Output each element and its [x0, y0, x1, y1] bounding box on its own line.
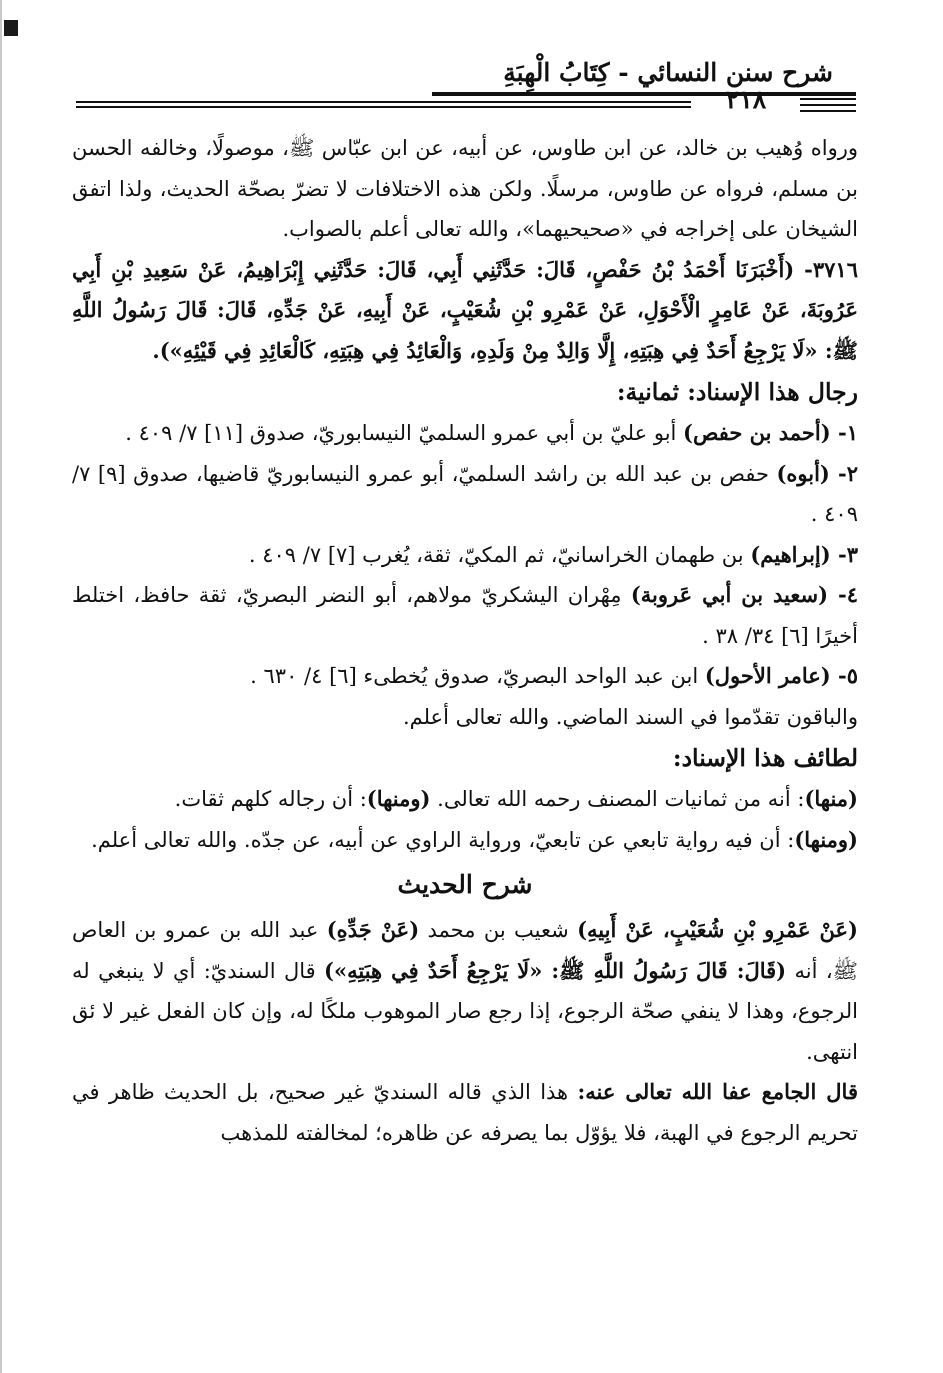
header-rule — [432, 92, 856, 96]
lataif-label: (منها) — [804, 786, 858, 811]
lataif-heading: لطائف هذا الإسناد: — [672, 744, 858, 772]
narrator-details: أبو عليّ بن أبي عمرو السلميّ النيسابوريّ، صدوق [١١] ٧/ ٤٠٩ . — [125, 421, 684, 445]
page-number: ٢١٨ — [725, 85, 767, 114]
narrator-item — [72, 656, 858, 697]
author-remark-label: قال الجامع عفا الله تعالى عنه: — [577, 1079, 858, 1104]
narrator-details: حفص بن عبد الله بن راشد السلميّ، أبو عمرو النيسابوريّ قاضيها، صدوق [٩] ٧/ ٤٠٩ . — [72, 461, 858, 526]
quoted-hadith-fragment: (قَالَ: قَالَ رَسُولُ اللَّهِ ﷺ: «لَا يَرْجِعُ أَحَدٌ فِي هِبَتِهِ») — [324, 957, 787, 983]
narrator-name: ٥- (عامر الأحول) — [704, 663, 858, 688]
scan-corner-mark — [4, 20, 18, 36]
lataif-text: : أن رجاله كلهم ثقات. — [174, 787, 367, 811]
header-rule-right — [800, 98, 856, 100]
sharh-heading: شرح الحديث — [397, 870, 533, 899]
intro-paragraph: ورواه وُهيب بن خالد، عن ابن طاوس، عن أبيه، عن ابن عبّاس ﷺ، موصولًا، وخالفه الحسن بن مسلم، فرواه عن طاوس، مرسلًا. ولكن هذه الاختلافات لا تضرّ بصحّة الحديث، ولذا اتفق الشيخان على إخراجه في «صحيحيهما»، والله تعالى أعلم بالصواب. — [72, 136, 858, 241]
header-rule-left — [76, 101, 691, 103]
commentary-text: عبد الله بن عمرو بن العاص ﷺ، أنه — [72, 918, 858, 983]
lataif-label: (ومنها) — [794, 826, 858, 852]
lataif-label: (ومنها) — [366, 786, 431, 811]
lataif-text: : أنه من ثمانيات المصنف رحمه الله تعالى. — [430, 787, 805, 811]
lataif-line-2 — [72, 820, 858, 861]
running-title: شرح سنن النسائي - كِتَابُ الْهِبَةِ — [503, 58, 833, 87]
quoted-hadith-fragment: (عَنْ عَمْرِو بْنِ شُعَيْبٍ، عَنْ أَبِيهِ) — [577, 917, 858, 942]
narrator-item — [72, 575, 858, 656]
narrator-name: ٣- (إبراهيم) — [750, 541, 858, 567]
narrators-heading: رجال هذا الإسناد: ثمانية: — [616, 378, 858, 406]
narrators-closing: والباقون تقدّموا في السند الماضي. والله تعالى أعلم. — [402, 704, 858, 729]
narrator-name: ٢- (أبوه) — [776, 460, 858, 486]
sharh-paragraph-2 — [72, 1072, 858, 1153]
commentary-text: هذا الذي قاله السنديّ غير صحيح، بل الحديث ظاهر في تحريم الرجوع في الهبة، فلا يؤوّل بما يصرفه عن ظاهره؛ لمخالفته للمذهب — [72, 1080, 858, 1145]
narrator-details: بن طهمان الخراسانيّ، ثم المكيّ، ثقة، يُغرب [٧] ٧/ ٤٠٩ . — [248, 542, 751, 567]
header-rule-right-2 — [800, 104, 856, 106]
narrator-name: ٤- (سعيد بن أبي عَروبة) — [630, 582, 858, 607]
header-rule-right-3 — [800, 110, 856, 112]
lataif-line-1 — [72, 779, 858, 820]
narrator-name: ١- (أحمد بن حفص) — [683, 420, 858, 445]
quoted-hadith-fragment: (عَنْ جَدِّهِ) — [326, 917, 420, 942]
sharh-paragraph-1 — [72, 910, 858, 1072]
lataif-text: : أن فيه رواية تابعي عن تابعيّ، ورواية الراوي عن أبيه، عن جدّه. والله تعالى أعلم. — [91, 827, 795, 852]
narrator-details: ابن عبد الواحد البصريّ، صدوق يُخطىء [٦] ٤/ ٦٣٠ . — [250, 664, 705, 688]
header-rule-left-2 — [76, 106, 691, 108]
narrator-item — [72, 535, 858, 576]
main-text — [72, 128, 858, 1153]
narrator-item — [72, 454, 858, 535]
narrator-item — [72, 413, 858, 454]
commentary-text: شعيب بن محمد — [419, 918, 578, 942]
page-edge — [0, 0, 2, 1373]
commentary-text: قال السنديّ: أي لا ينبغي له الرجوع، وهذا لا ينفي صحّة الرجوع، إذا رجع صار الموهوب ملكًا له، وإن كان الفعل غير لا ئق انتهى. — [72, 958, 858, 1064]
hadith-text: ٣٧١٦- (أَخْبَرَنَا أَحْمَدُ بْنُ حَفْصٍ، قَالَ: حَدَّثَنِي أَبِي، قَالَ: حَدَّثَنِي إِبْرَاهِيمُ، عَنْ سَعِيدِ بْنِ أَبِي عَرُوبَةَ، عَنْ عَامِرٍ الْأَحْوَلِ، عَنْ عَمْرِو بْنِ شُعَيْبٍ، عَنْ أَبِيهِ، عَنْ جَدِّهِ، قَالَ: قَالَ رَسُولُ اللَّهِ ﷺ: «لَا يَرْجِعُ أَحَدٌ فِي هِبَتِهِ، إِلَّا وَالِدٌ مِنْ وَلَدِهِ، وَالْعَائِدُ فِي هِبَتِهِ، كَالْعَائِدِ فِي قَيْئِهِ»). — [72, 256, 858, 363]
narrator-details: مِهْران اليشكريّ مولاهم، أبو النضر البصريّ، ثقة حافظ، اختلط أخيرًا [٦] ٣٤/ ٣٨ . — [72, 583, 858, 648]
